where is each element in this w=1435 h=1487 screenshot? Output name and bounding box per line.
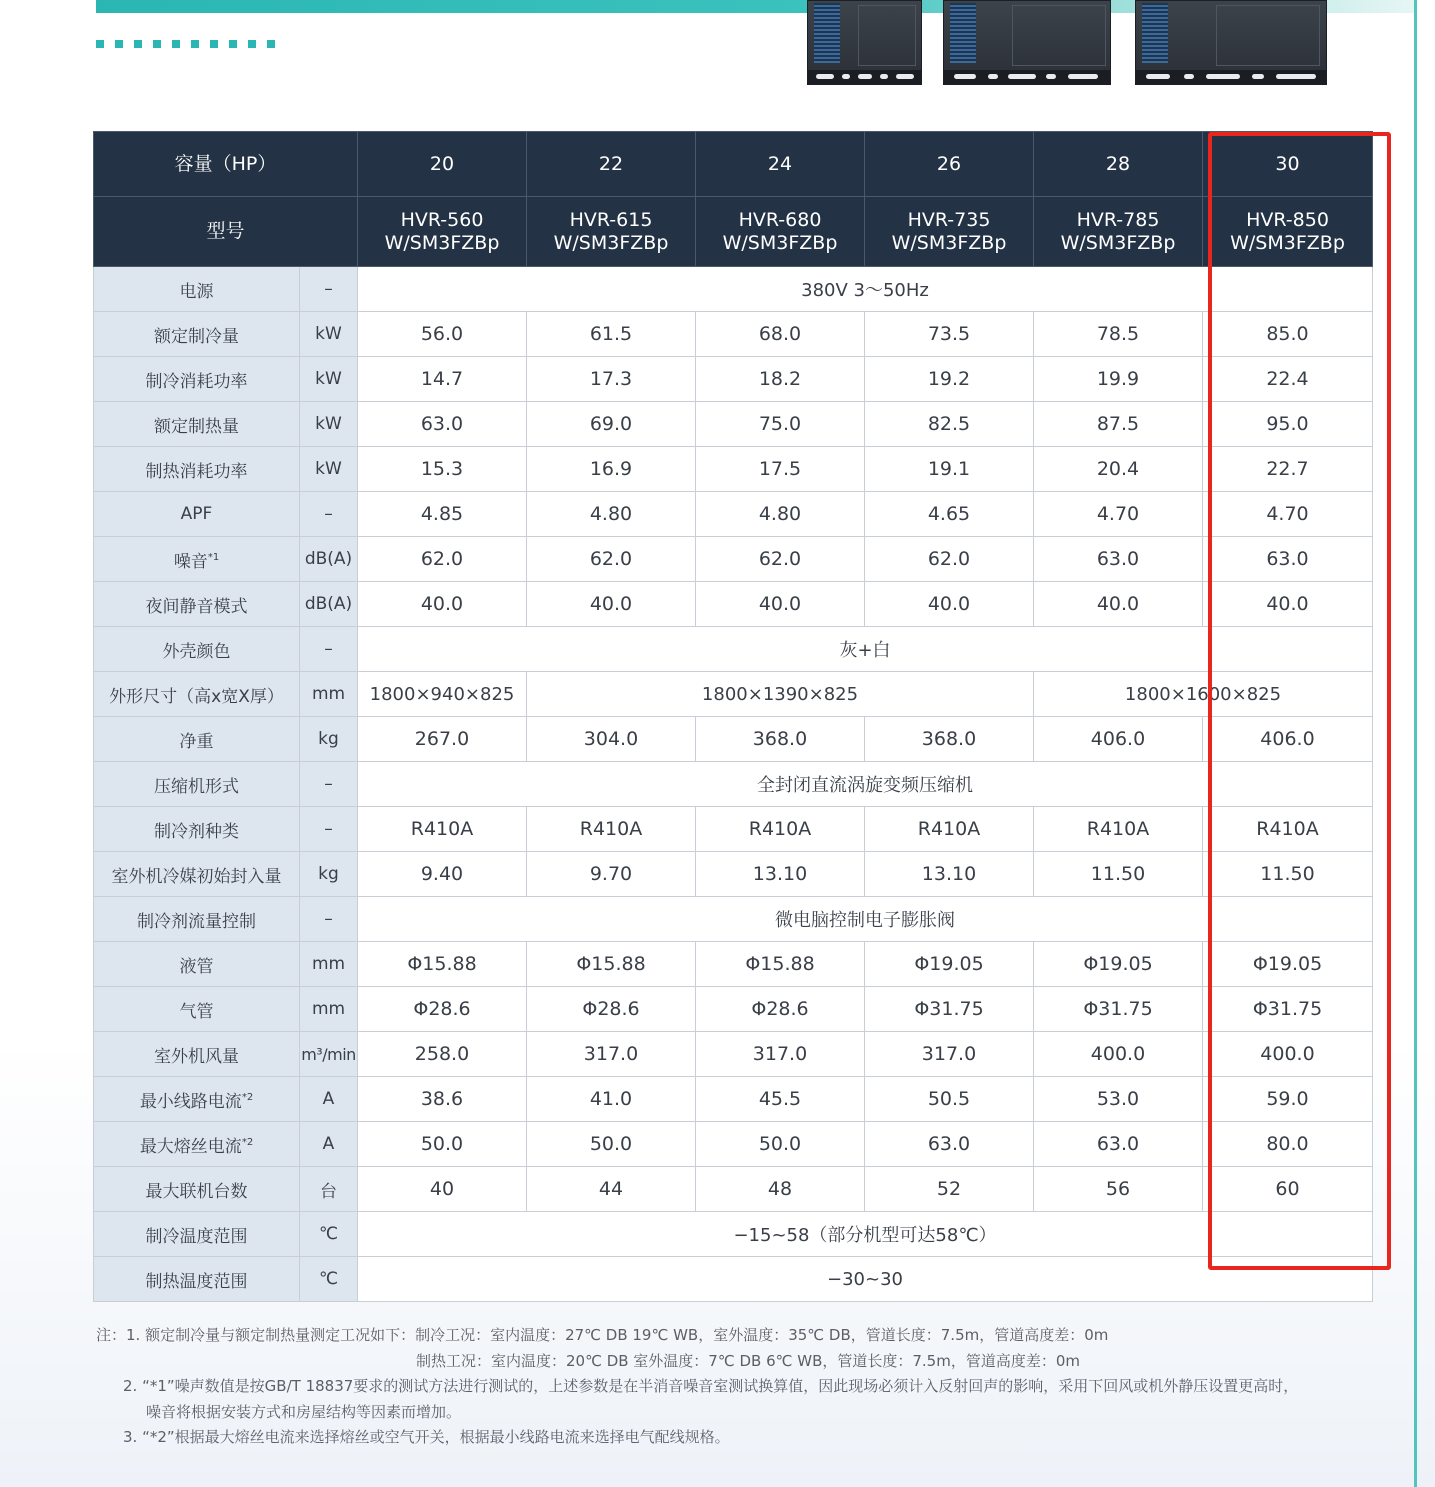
value-cell: 63.0: [1034, 537, 1203, 582]
row-label: APF: [94, 492, 300, 537]
value-cell: 41.0: [527, 1077, 696, 1122]
value-cell: 20.4: [1034, 447, 1203, 492]
row-unit: kg: [300, 852, 358, 897]
value-cell: 52: [865, 1167, 1034, 1212]
value-cell: 56: [1034, 1167, 1203, 1212]
table-row: [94, 447, 1373, 492]
decorative-dots: [96, 40, 275, 48]
row-label: 制冷消耗功率: [94, 357, 300, 402]
row-label: 室外机冷媒初始封入量: [94, 852, 300, 897]
value-cell: 87.5: [1034, 402, 1203, 447]
row-label: 最大联机台数: [94, 1167, 300, 1212]
value-cell: 4.70: [1203, 492, 1373, 537]
row-unit: kW: [300, 447, 358, 492]
value-cell: 56.0: [358, 312, 527, 357]
model-cell: HVR-785 W/SM3FZBp: [1034, 197, 1203, 267]
model-header-row: [94, 197, 1373, 267]
value-cell: 50.0: [358, 1122, 527, 1167]
value-cell: R410A: [865, 807, 1034, 852]
value-cell: Φ28.6: [527, 987, 696, 1032]
value-cell: 40.0: [865, 582, 1034, 627]
value-cell: 62.0: [865, 537, 1034, 582]
table-row: [94, 807, 1373, 852]
value-cell: 368.0: [865, 717, 1034, 762]
value-cell: 78.5: [1034, 312, 1203, 357]
value-cell: 304.0: [527, 717, 696, 762]
value-cell: 68.0: [696, 312, 865, 357]
model-cell: HVR-680 W/SM3FZBp: [696, 197, 865, 267]
value-cell: Φ15.88: [358, 942, 527, 987]
value-cell: R410A: [696, 807, 865, 852]
value-cell: 16.9: [527, 447, 696, 492]
value-cell: 4.80: [527, 492, 696, 537]
row-unit: A: [300, 1122, 358, 1167]
capacity-cell: 28: [1034, 132, 1203, 197]
row-unit: 台: [300, 1167, 358, 1212]
row-label: 最大熔丝电流$^{*2}$: [94, 1122, 300, 1167]
merged-value: 全封闭直流涡旋变频压缩机: [358, 762, 1373, 807]
value-cell: 63.0: [1203, 537, 1373, 582]
row-unit: –: [300, 492, 358, 537]
merged-value: 微电脑控制电子膨胀阀: [358, 897, 1373, 942]
value-cell: 22.7: [1203, 447, 1373, 492]
value-cell: 258.0: [358, 1032, 527, 1077]
value-cell: 40.0: [527, 582, 696, 627]
value-cell: R410A: [358, 807, 527, 852]
row-unit: –: [300, 762, 358, 807]
row-unit: A: [300, 1077, 358, 1122]
capacity-cell: 24: [696, 132, 865, 197]
merged-value: −15~58（部分机型可达58℃）: [358, 1212, 1373, 1257]
value-cell: Φ28.6: [358, 987, 527, 1032]
value-cell: Φ31.75: [1203, 987, 1373, 1032]
model-cell: HVR-560 W/SM3FZBp: [358, 197, 527, 267]
value-cell: 85.0: [1203, 312, 1373, 357]
row-label: 制热温度范围: [94, 1257, 300, 1302]
value-cell: 17.5: [696, 447, 865, 492]
table-row: [94, 1077, 1373, 1122]
table-row: [94, 672, 1373, 717]
value-cell: 400.0: [1034, 1032, 1203, 1077]
footnote-mark: *1: [207, 551, 220, 563]
value-cell: 11.50: [1203, 852, 1373, 897]
value-cell: 50.0: [527, 1122, 696, 1167]
value-cell: 406.0: [1034, 717, 1203, 762]
value-cell: 75.0: [696, 402, 865, 447]
row-label: 电源: [94, 267, 300, 312]
value-cell: 400.0: [1203, 1032, 1373, 1077]
value-cell: 53.0: [1034, 1077, 1203, 1122]
value-cell: 4.85: [358, 492, 527, 537]
value-cell: 62.0: [527, 537, 696, 582]
product-image-large-unit: [1135, 0, 1327, 85]
table-row: [94, 987, 1373, 1032]
note-line: 3. “*2”根据最大熔丝电流来选择熔丝或空气开关，根据最小线路电流来选择电气配线规格。: [123, 1428, 730, 1446]
product-image-medium-unit: [943, 0, 1111, 85]
value-cell: 50.0: [696, 1122, 865, 1167]
value-cell: 40.0: [1034, 582, 1203, 627]
capacity-cell: 30: [1203, 132, 1373, 197]
row-unit: kW: [300, 357, 358, 402]
row-unit: kg: [300, 717, 358, 762]
table-row: [94, 627, 1373, 672]
value-cell: Φ15.88: [527, 942, 696, 987]
table-row: [94, 897, 1373, 942]
spec-table: [93, 131, 1373, 1302]
model-cell: HVR-735 W/SM3FZBp: [865, 197, 1034, 267]
table-row: [94, 357, 1373, 402]
table-row: [94, 852, 1373, 897]
value-cell: Φ31.75: [865, 987, 1034, 1032]
table-row: [94, 1122, 1373, 1167]
product-image-small-unit: [807, 0, 922, 85]
row-label: 室外机风量: [94, 1032, 300, 1077]
footnote-mark: *2: [241, 1091, 254, 1103]
table-row: [94, 717, 1373, 762]
value-cell: 63.0: [865, 1122, 1034, 1167]
row-unit: ℃: [300, 1257, 358, 1302]
note-line: 噪音将根据安装方式和房屋结构等因素而增加。: [146, 1402, 462, 1421]
value-cell: 267.0: [358, 717, 527, 762]
note-line: 制热工况：室内温度：20℃ DB 室外温度：7℃ DB 6℃ WB，管道长度：7.5m，管道高度差：0m: [416, 1351, 1080, 1370]
merged-value: 1800×1600×825: [1034, 672, 1373, 717]
value-cell: 40.0: [1203, 582, 1373, 627]
value-cell: 13.10: [865, 852, 1034, 897]
value-cell: R410A: [527, 807, 696, 852]
model-label: 型号: [94, 197, 358, 267]
row-label: 噪音$^{*1}$: [94, 537, 300, 582]
capacity-label: 容量（HP）: [94, 132, 358, 197]
value-cell: 4.70: [1034, 492, 1203, 537]
table-row: [94, 1212, 1373, 1257]
row-label: 制冷温度范围: [94, 1212, 300, 1257]
row-label: 制冷剂流量控制: [94, 897, 300, 942]
row-label: 外形尺寸（高x宽X厚）: [94, 672, 300, 717]
value-cell: 61.5: [527, 312, 696, 357]
value-cell: R410A: [1034, 807, 1203, 852]
row-unit: mm: [300, 942, 358, 987]
table-row: [94, 942, 1373, 987]
value-cell: 9.40: [358, 852, 527, 897]
table-row: [94, 1167, 1373, 1212]
value-cell: 19.2: [865, 357, 1034, 402]
value-cell: 40.0: [358, 582, 527, 627]
row-label: 夜间静音模式: [94, 582, 300, 627]
row-unit: –: [300, 897, 358, 942]
merged-value: 380V 3～50Hz: [358, 267, 1373, 312]
row-unit: –: [300, 267, 358, 312]
merged-value: 1800×940×825: [358, 672, 527, 717]
value-cell: 62.0: [358, 537, 527, 582]
value-cell: 59.0: [1203, 1077, 1373, 1122]
row-unit: dB(A): [300, 537, 358, 582]
row-label: 最小线路电流$^{*2}$: [94, 1077, 300, 1122]
value-cell: 4.65: [865, 492, 1034, 537]
value-cell: 15.3: [358, 447, 527, 492]
value-cell: 9.70: [527, 852, 696, 897]
value-cell: 22.4: [1203, 357, 1373, 402]
value-cell: 63.0: [358, 402, 527, 447]
right-border-line: [1414, 0, 1417, 1487]
row-unit: –: [300, 627, 358, 672]
row-label: 压缩机形式: [94, 762, 300, 807]
value-cell: 317.0: [865, 1032, 1034, 1077]
value-cell: 48: [696, 1167, 865, 1212]
value-cell: 73.5: [865, 312, 1034, 357]
row-label: 制热消耗功率: [94, 447, 300, 492]
value-cell: 50.5: [865, 1077, 1034, 1122]
footnote-mark: *2: [241, 1136, 254, 1148]
table-row: [94, 402, 1373, 447]
note-line: 注：1. 额定制冷量与额定制热量测定工况如下：制冷工况：室内温度：27℃ DB 19℃ WB，室外温度：35℃ DB，管道长度：7.5m，管道高度差：0m: [96, 1326, 1109, 1344]
value-cell: 82.5: [865, 402, 1034, 447]
row-unit: m³/min: [300, 1032, 358, 1077]
value-cell: 38.6: [358, 1077, 527, 1122]
value-cell: Φ28.6: [696, 987, 865, 1032]
capacity-cell: 22: [527, 132, 696, 197]
table-row: [94, 267, 1373, 312]
row-label: 外壳颜色: [94, 627, 300, 672]
value-cell: 40: [358, 1167, 527, 1212]
row-label: 液管: [94, 942, 300, 987]
value-cell: 4.80: [696, 492, 865, 537]
value-cell: Φ19.05: [1203, 942, 1373, 987]
note-line: 2. “*1”噪声数值是按GB/T 18837要求的测试方法进行测试的，上述参数是在半消音噪音室测试换算值，因此现场必须计入反射回声的影响，采用下回风或机外静压设置更高时，: [123, 1377, 1299, 1395]
capacity-cell: 20: [358, 132, 527, 197]
row-label: 制冷剂种类: [94, 807, 300, 852]
row-unit: ℃: [300, 1212, 358, 1257]
value-cell: Φ19.05: [1034, 942, 1203, 987]
merged-value: −30~30: [358, 1257, 1373, 1302]
row-label: 净重: [94, 717, 300, 762]
value-cell: 317.0: [696, 1032, 865, 1077]
merged-value: 1800×1390×825: [527, 672, 1034, 717]
value-cell: 95.0: [1203, 402, 1373, 447]
table-row: [94, 1032, 1373, 1077]
value-cell: 19.9: [1034, 357, 1203, 402]
merged-value: 灰+白: [358, 627, 1373, 672]
value-cell: 11.50: [1034, 852, 1203, 897]
value-cell: 80.0: [1203, 1122, 1373, 1167]
value-cell: 63.0: [1034, 1122, 1203, 1167]
value-cell: 406.0: [1203, 717, 1373, 762]
value-cell: 14.7: [358, 357, 527, 402]
value-cell: 40.0: [696, 582, 865, 627]
row-unit: kW: [300, 312, 358, 357]
row-label: 气管: [94, 987, 300, 1032]
value-cell: 18.2: [696, 357, 865, 402]
value-cell: 317.0: [527, 1032, 696, 1077]
value-cell: 17.3: [527, 357, 696, 402]
capacity-header-row: [94, 132, 1373, 197]
table-row: [94, 582, 1373, 627]
table-row: [94, 312, 1373, 357]
value-cell: 62.0: [696, 537, 865, 582]
value-cell: 19.1: [865, 447, 1034, 492]
capacity-cell: 26: [865, 132, 1034, 197]
value-cell: Φ19.05: [865, 942, 1034, 987]
row-unit: –: [300, 807, 358, 852]
value-cell: 368.0: [696, 717, 865, 762]
row-unit: mm: [300, 987, 358, 1032]
value-cell: Φ15.88: [696, 942, 865, 987]
footnotes: [96, 1323, 1298, 1451]
value-cell: Φ31.75: [1034, 987, 1203, 1032]
model-cell: HVR-850 W/SM3FZBp: [1203, 197, 1373, 267]
row-unit: kW: [300, 402, 358, 447]
value-cell: 13.10: [696, 852, 865, 897]
model-cell: HVR-615 W/SM3FZBp: [527, 197, 696, 267]
table-row: [94, 537, 1373, 582]
row-unit: dB(A): [300, 582, 358, 627]
value-cell: R410A: [1203, 807, 1373, 852]
table-row: [94, 762, 1373, 807]
value-cell: 44: [527, 1167, 696, 1212]
table-row: [94, 1257, 1373, 1302]
table-row: [94, 492, 1373, 537]
row-label: 额定制热量: [94, 402, 300, 447]
value-cell: 45.5: [696, 1077, 865, 1122]
value-cell: 69.0: [527, 402, 696, 447]
row-unit: mm: [300, 672, 358, 717]
value-cell: 60: [1203, 1167, 1373, 1212]
row-label: 额定制冷量: [94, 312, 300, 357]
